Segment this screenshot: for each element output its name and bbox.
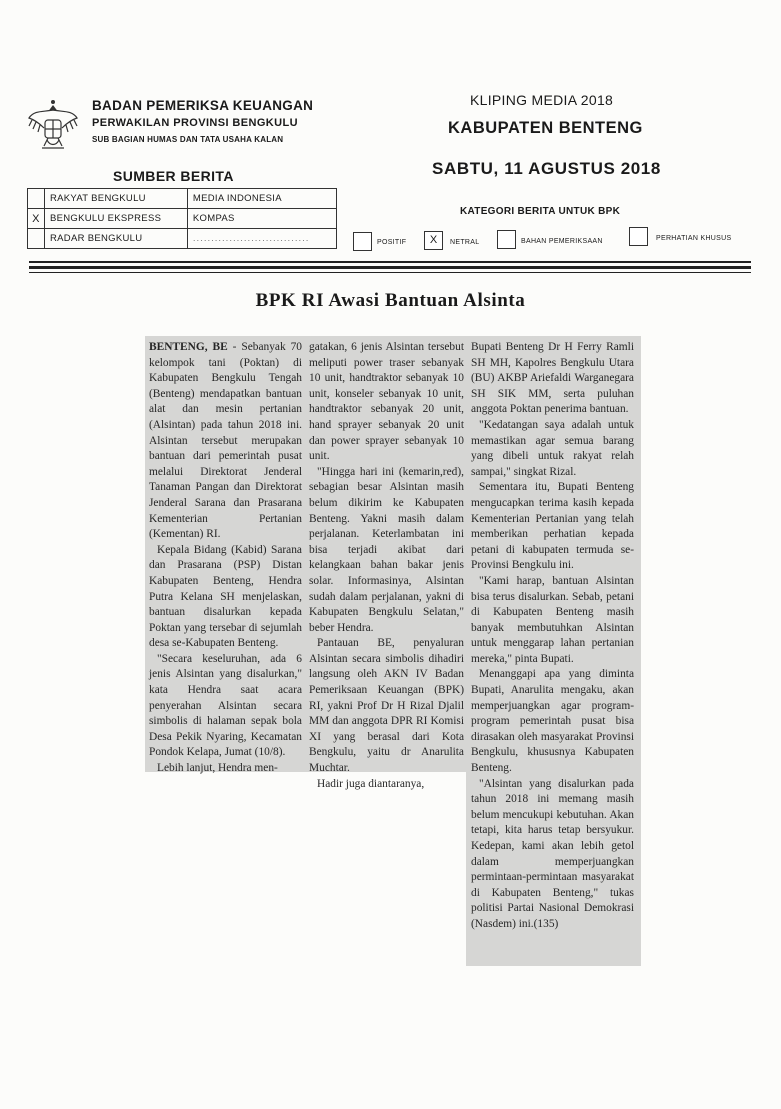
source-option-blank: ................................ [187,229,336,249]
source-option: RAKYAT BENGKULU [45,189,188,209]
source-mark [28,189,45,209]
article-dateline: BENTENG, BE [149,341,228,353]
category-label-perhatian-khusus: PERHATIAN KHUSUS [656,235,732,242]
article-paragraph: "Kedatangan saya adalah untuk memastikan agar semua barang yang dibeli untuk rakyat relah sampai," singkat Rizal. [471,418,634,478]
category-checkbox-bahan-pemeriksaan [497,230,516,249]
category-checkbox-netral: X [424,231,443,250]
article-paragraph: Menanggapi apa yang diminta Bupati, Anarulita mengaku, akan memperjuangkan agar program-program pemerintah pusat bisa dirasakan oleh masyarakat Provinsi Bengkulu, khususnya Kabupaten Benteng. [471,668,634,775]
org-branch: PERWAKILAN PROVINSI BENGKULU [92,117,298,129]
article-paragraph: Lebih lanjut, Hendra men- [157,762,278,775]
source-option: KOMPAS [187,209,336,229]
source-title: SUMBER BERITA [113,168,234,184]
source-table [27,188,337,249]
source-mark [28,229,45,249]
article-paragraph: Kepala Bidang (Kabid) Sarana dan Prasarana (PSP) Distan Kabupaten Benteng, Hendra Putra Kelana SH menjelaskan, bantuan disalurkan kepada Poktan yang tersebar di sejumlah desa se-Kabupaten Benteng. [149,543,302,650]
divider [29,266,751,269]
article-column-3 [471,340,634,933]
table-row [28,209,337,229]
region-title: KABUPATEN BENTENG [448,119,643,137]
org-subdivision: SUB BAGIAN HUMAS DAN TATA USAHA KALAN [92,135,284,144]
article-paragraph: Pantauan BE, penyaluran Alsintan secara simbolis dihadiri langsung oleh AKN IV Badan Pemeriksaan Keuangan (BPK) RI, yakni Prof Dr H Rizal Djalil MM dan anggota DPR RI Komisi XI yang berasal dari Kota Bengkulu, yaitu dr Anarulita Muchtar. [309,637,464,775]
article-paragraph: "Secara keseluruhan, ada 6 jenis Alsintan yang disalurkan," kata Hendra saat acara penyerahan Alsintan secara simbolis di halaman sepak bola Desa Pekik Nyaring, Kecamatan Pondok Kelapa, Jumat (10/8). [149,652,302,759]
divider [29,272,751,273]
source-option: BENGKULU EKSPRESS [45,209,188,229]
article-paragraph: gatakan, 6 jenis Alsintan tersebut meliputi power traser sebanyak 10 unit, handtraktor sebanyak 10 unit, konseler sebanyak 10 unit, handtraktor sebanyak 20 unit, hand sprayer sebanyak 20 unit dan power sprayer sebanyak 10 unit. [309,341,464,463]
garuda-emblem-icon [26,98,80,158]
article-headline: BPK RI Awasi Bantuan Alsinta [255,290,526,311]
divider [29,261,751,263]
article-column-1 [149,340,302,777]
article-paragraph: "Hingga hari ini (kemarin,red), sebagian besar Alsintan masih belum dikirim ke Kabupaten Benteng. Yakni masih dalam perjalanan. Keterlambatan ini bisa terjadi akibat dari kelangkaan bahan bakar jenis solar. Informasinya, Alsintan sudah dalam perjalanan, yakni di Kabupaten Bengkulu Selatan," beber Hendra. [309,465,464,634]
category-checkbox-perhatian-khusus [629,227,648,246]
category-checkbox-positif [353,232,372,251]
article-paragraph: Hadir juga diantaranya, [317,777,425,790]
article-paragraph: BENTENG, BE - Sebanyak 70 kelompok tani (Poktan) di Kabupaten Bengkulu Tengah (Benteng) mendapatkan bantuan alat dan mesin pertanian (Alsintan) pada tahun 2018 ini. Alsintan tersebut merupakan bantuan dari pemerintah pusat melalui Direktorat Jenderal Tanaman Pangan dan Direktorat Jenderal Sarana dan Prasarana Kementerian Pertanian (Kementan) RI. [149,341,303,541]
article-paragraph: "Alsintan yang disalurkan pada tahun 2018 ini memang masih belum mencukupi kebutuhan. Akan tetapi, kita harus tetap bersyukur. Kedepan, kami akan lebih getol dalam memperjuangkan permintaan-permintaan masyarakat di Kabupaten Benteng," tukas politisi Partai Nasional Demokrasi (Nasdem) ini.(135) [471,777,634,930]
source-option: MEDIA INDONESIA [187,189,336,209]
source-option: RADAR BENGKULU [45,229,188,249]
source-mark: X [28,209,45,229]
category-label-positif: POSITIF [377,239,407,246]
table-row [28,189,337,209]
category-title: KATEGORI BERITA UNTUK BPK [460,206,621,217]
org-name: BADAN PEMERIKSA KEUANGAN [92,98,314,113]
article-paragraph: Sementara itu, Bupati Benteng mengucapkan terima kasih kepada Kementerian Pertanian yang telah memberikan perhatian kepada petani di kabupaten termuda se-Provinsi Bengkulu ini. [471,481,634,572]
article-paragraph: Bupati Benteng Dr H Ferry Ramli SH MH, Kapolres Bengkulu Utara (BU) AKBP Ariefaldi Warganegara SH SIK MM, serta puluhan anggota Poktan penerima bantuan. [471,341,634,416]
kliping-title: KLIPING MEDIA 2018 [470,92,614,108]
clipping-date: SABTU, 11 AGUSTUS 2018 [432,159,661,178]
article-paragraph: "Kami harap, bantuan Alsintan bisa terus disalurkan. Sebab, petani di Kabupaten Benteng masih banyak membutuhkan Alsintan untuk menggarap lahan pertanian mereka," pinta Bupati. [471,574,634,665]
article-column-2 [309,340,464,792]
category-label-netral: NETRAL [450,239,480,246]
category-label-bahan-pemeriksaan: BAHAN PEMERIKSAAN [521,238,603,245]
table-row [28,229,337,249]
